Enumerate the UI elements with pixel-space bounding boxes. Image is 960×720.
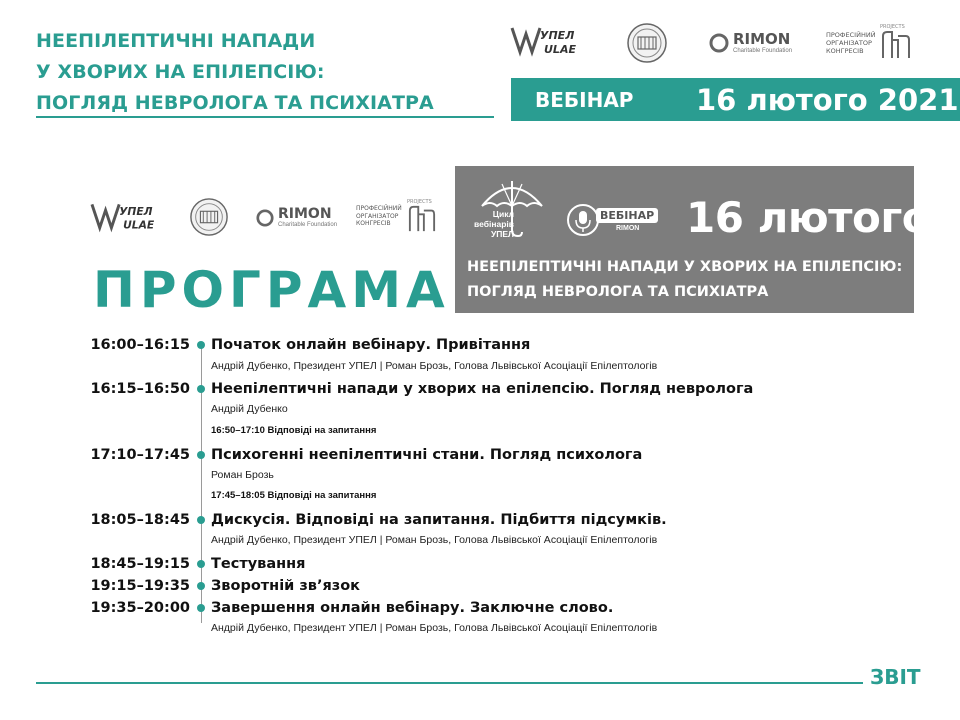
microphone-icon xyxy=(566,203,600,237)
item-speaker: Андрій Дубенко, Президент УПЕЛ | Роман Брозь, Голова Львівської Асоціації Епілептологів xyxy=(211,534,658,546)
timeline-dot xyxy=(197,516,205,524)
timeline-dot xyxy=(197,341,205,349)
item-title: Неепілептичні напади у хворих на епілепсію. Погляд невролога xyxy=(211,381,754,397)
organizer-line-1: ПРОФЕСІЙНИЙ xyxy=(826,31,876,39)
cycle-label xyxy=(464,209,514,239)
timeline-dot xyxy=(197,560,205,568)
rimon-name: RIMON xyxy=(733,30,791,48)
rimon-subtitle-2: Charitable Foundation xyxy=(278,222,338,228)
header-title-line-3: ПОГЛЯД НЕВРОЛОГА ТА ПСИХІАТРА xyxy=(36,92,434,114)
organizer-mark-top xyxy=(880,24,912,65)
rimon-logo-second xyxy=(256,207,337,228)
cycle-line-2: вебінарів xyxy=(474,219,514,229)
banner-label: ВЕБІНАР xyxy=(535,88,634,112)
item-speaker: Роман Брозь xyxy=(211,469,274,481)
rimon-subtitle: Charitable Foundation xyxy=(733,48,793,54)
item-qa: 17:45–18:05 Відповіді на запитання xyxy=(211,490,377,501)
upel-logo-mark-2 xyxy=(90,200,162,234)
item-title: Психогенні неепілептичні стани. Погляд психолога xyxy=(211,447,643,463)
webinar-badge-label: ВЕБІНАР xyxy=(596,208,658,223)
item-title: Тестування xyxy=(211,556,306,572)
item-time: 17:10–17:45 xyxy=(90,447,190,463)
item-time: 16:15–16:50 xyxy=(90,381,190,397)
banner-date: 16 лютого 2021 xyxy=(696,83,959,117)
item-time: 19:35–20:00 xyxy=(90,600,190,616)
header-underline xyxy=(36,116,494,118)
organizer-mark-second xyxy=(407,199,437,238)
upel-logo-second xyxy=(90,200,162,234)
seal-logo-top xyxy=(626,22,668,69)
upel-logo-top xyxy=(510,24,584,58)
cycle-line-3: УПЕЛ xyxy=(490,229,514,239)
organizer-mark-icon xyxy=(880,30,912,60)
organizer-mark-text-2: PROJECTS xyxy=(407,199,432,205)
program-heading: ПРОГРАМА xyxy=(93,261,450,319)
organizer-mark-icon-2 xyxy=(407,205,437,233)
item-title: Початок онлайн вебінару. Привітання xyxy=(211,337,531,353)
webinar-badge-sub: RIMON xyxy=(616,225,640,232)
upel-logo-top-text-2: УПЕЛ xyxy=(119,205,153,219)
organizer-mark-text: PROJECTS xyxy=(880,24,905,30)
upel-logo-bottom-text: ULAE xyxy=(544,43,576,56)
organizer-line-3-2: КОНГРЕСІВ xyxy=(356,220,391,227)
organizer-logo-top xyxy=(826,31,876,55)
item-time: 18:45–19:15 xyxy=(90,556,190,572)
item-speaker: Андрій Дубенко xyxy=(211,403,288,415)
upel-logo-bottom-text-2: ULAE xyxy=(123,218,155,232)
timeline-dot xyxy=(197,385,205,393)
item-time: 18:05–18:45 xyxy=(90,512,190,528)
organizer-line-1-2: ПРОФЕСІЙНИЙ xyxy=(356,205,402,212)
item-title: Зворотній зв’язок xyxy=(211,578,361,594)
organizer-line-2-2: ОРГАНІЗАТОР xyxy=(356,212,399,220)
card-date: 16 лютого xyxy=(686,193,931,242)
timeline-dot xyxy=(197,582,205,590)
footer-label: ЗВІТ xyxy=(870,665,921,689)
item-speaker: Андрій Дубенко, Президент УПЕЛ | Роман Брозь, Голова Львівської Асоціації Епілептологів xyxy=(211,360,658,372)
header-title xyxy=(36,26,434,119)
item-title: Завершення онлайн вебінару. Заключне слово. xyxy=(211,600,614,616)
webinar-badge xyxy=(566,203,658,237)
card-title-line-2: ПОГЛЯД НЕВРОЛОГА ТА ПСИХІАТРА xyxy=(467,284,769,300)
card-title-line-1: НЕЕПІЛЕПТИЧНІ НАПАДИ У ХВОРИХ НА ЕПІЛЕПСІЮ: xyxy=(467,259,903,275)
footer-line xyxy=(36,682,863,684)
seal-logo-second xyxy=(189,197,229,242)
upel-logo-mark xyxy=(510,24,584,58)
organizer-logo-second xyxy=(356,205,402,228)
item-time: 19:15–19:35 xyxy=(90,578,190,594)
rimon-logo-top xyxy=(709,32,792,54)
item-title: Дискусія. Відповіді на запитання. Підбиття підсумків. xyxy=(211,512,667,528)
item-time: 16:00–16:15 xyxy=(90,337,190,353)
rimon-mark-icon-2 xyxy=(256,209,274,227)
upel-logo-top-text: УПЕЛ xyxy=(540,29,575,42)
organizer-line-2: ОРГАНІЗАТОР xyxy=(826,39,872,47)
timeline-dot xyxy=(197,451,205,459)
rimon-name-2: RIMON xyxy=(278,206,332,222)
timeline-dot xyxy=(197,604,205,612)
rimon-mark-icon xyxy=(709,33,729,53)
card-title xyxy=(467,255,902,305)
item-speaker: Андрій Дубенко, Президент УПЕЛ | Роман Брозь, Голова Львівської Асоціації Епілептологів xyxy=(211,622,658,634)
organizer-line-3: КОНГРЕСІВ xyxy=(826,47,864,55)
header-title-line-2: У ХВОРИХ НА ЕПІЛЕПСІЮ: xyxy=(36,61,325,83)
item-qa: 16:50–17:10 Відповіді на запитання xyxy=(211,425,377,436)
header-title-line-1: НЕЕПІЛЕПТИЧНІ НАПАДИ xyxy=(36,30,316,52)
cycle-line-1: Цикл xyxy=(492,209,514,219)
